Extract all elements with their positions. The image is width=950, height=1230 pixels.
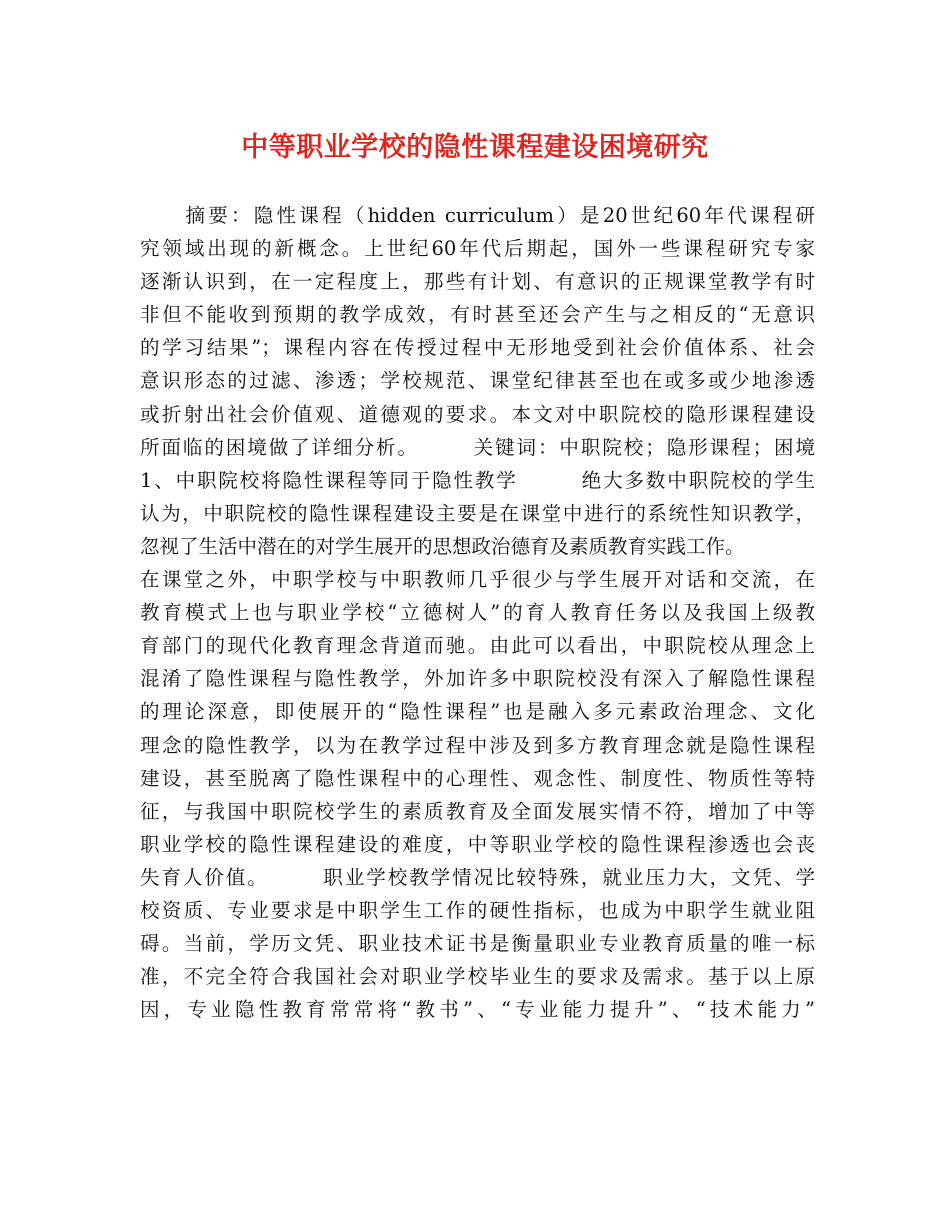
body-line: 教育模式上也与职业学校“立德树人”的育人教育任务以及我国上级教 bbox=[140, 601, 815, 625]
body-line: 所面临的困境做了详细分析。 关键词：中职院校；隐形课程；困境 bbox=[140, 435, 815, 459]
body-line: 征，与我国中职院校学生的素质教育及全面发展实情不符，增加了中等 bbox=[140, 799, 815, 823]
body-line: 非但不能收到预期的教学成效，有时甚至还会产生与之相反的“无意识 bbox=[140, 303, 815, 327]
body-line: 意识形态的过滤、渗透；学校规范、课堂纪律甚至也在或多或少地渗透 bbox=[140, 369, 815, 393]
body-line: 育部门的现代化教育理念背道而驰。由此可以看出，中职院校从理念上 bbox=[140, 634, 815, 658]
body-line: 失育人价值。 职业学校教学情况比较特殊，就业压力大，文凭、学 bbox=[140, 865, 815, 889]
body-line: 忽视了生活中潜在的对学生展开的思想政治德育及素质教育实践工作。 bbox=[140, 534, 745, 558]
body-line: 认为，中职院校的隐性课程建设主要是在课堂中进行的系统性知识教学， bbox=[140, 501, 815, 525]
body-line: 理念的隐性教学，以为在教学过程中涉及到多方教育理念就是隐性课程 bbox=[140, 733, 815, 757]
body-line: 的学习结果”；课程内容在传授过程中无形地受到社会价值体系、社会 bbox=[140, 336, 815, 360]
body-line: 或折射出社会价值观、道德观的要求。本文对中职院校的隐形课程建设 bbox=[140, 402, 815, 426]
body-line: 混淆了隐性课程与隐性教学，外加许多中职院校没有深入了解隐性课程 bbox=[140, 667, 815, 691]
body-line: 1、中职院校将隐性课程等同于隐性教学 绝大多数中职院校的学生 bbox=[140, 468, 815, 492]
body-line: 因，专业隐性教育常常将“教书”、“专业能力提升”、“技术能力” bbox=[140, 998, 815, 1022]
body-line: 职业学校的隐性课程建设的难度，中等职业学校的隐性课程渗透也会丧 bbox=[140, 832, 815, 856]
body-line: 在课堂之外，中职学校与中职教师几乎很少与学生展开对话和交流，在 bbox=[140, 568, 815, 592]
document-body bbox=[140, 199, 815, 1026]
body-line: 碍。当前，学历文凭、职业技术证书是衡量职业专业教育质量的唯一标 bbox=[140, 932, 815, 956]
body-line: 的理论深意，即使展开的“隐性课程”也是融入多元素政治理念、文化 bbox=[140, 700, 815, 724]
body-line: 摘要：隐性课程（hidden curriculum）是20世纪60年代课程研 bbox=[140, 204, 815, 227]
body-line: 准，不完全符合我国社会对职业学校毕业生的要求及需求。基于以上原 bbox=[140, 965, 815, 989]
document-title: 中等职业学校的隐性课程建设困境研究 bbox=[241, 132, 709, 163]
body-line: 逐渐认识到，在一定程度上，那些有计划、有意识的正规课堂教学有时 bbox=[140, 270, 815, 294]
body-line: 校资质、专业要求是中职学生工作的硬性指标，也成为中职学生就业阻 bbox=[140, 898, 815, 922]
body-line: 究领域出现的新概念。上世纪60年代后期起，国外一些课程研究专家 bbox=[140, 237, 815, 261]
body-line: 建设，甚至脱离了隐性课程中的心理性、观念性、制度性、物质性等特 bbox=[140, 766, 815, 790]
